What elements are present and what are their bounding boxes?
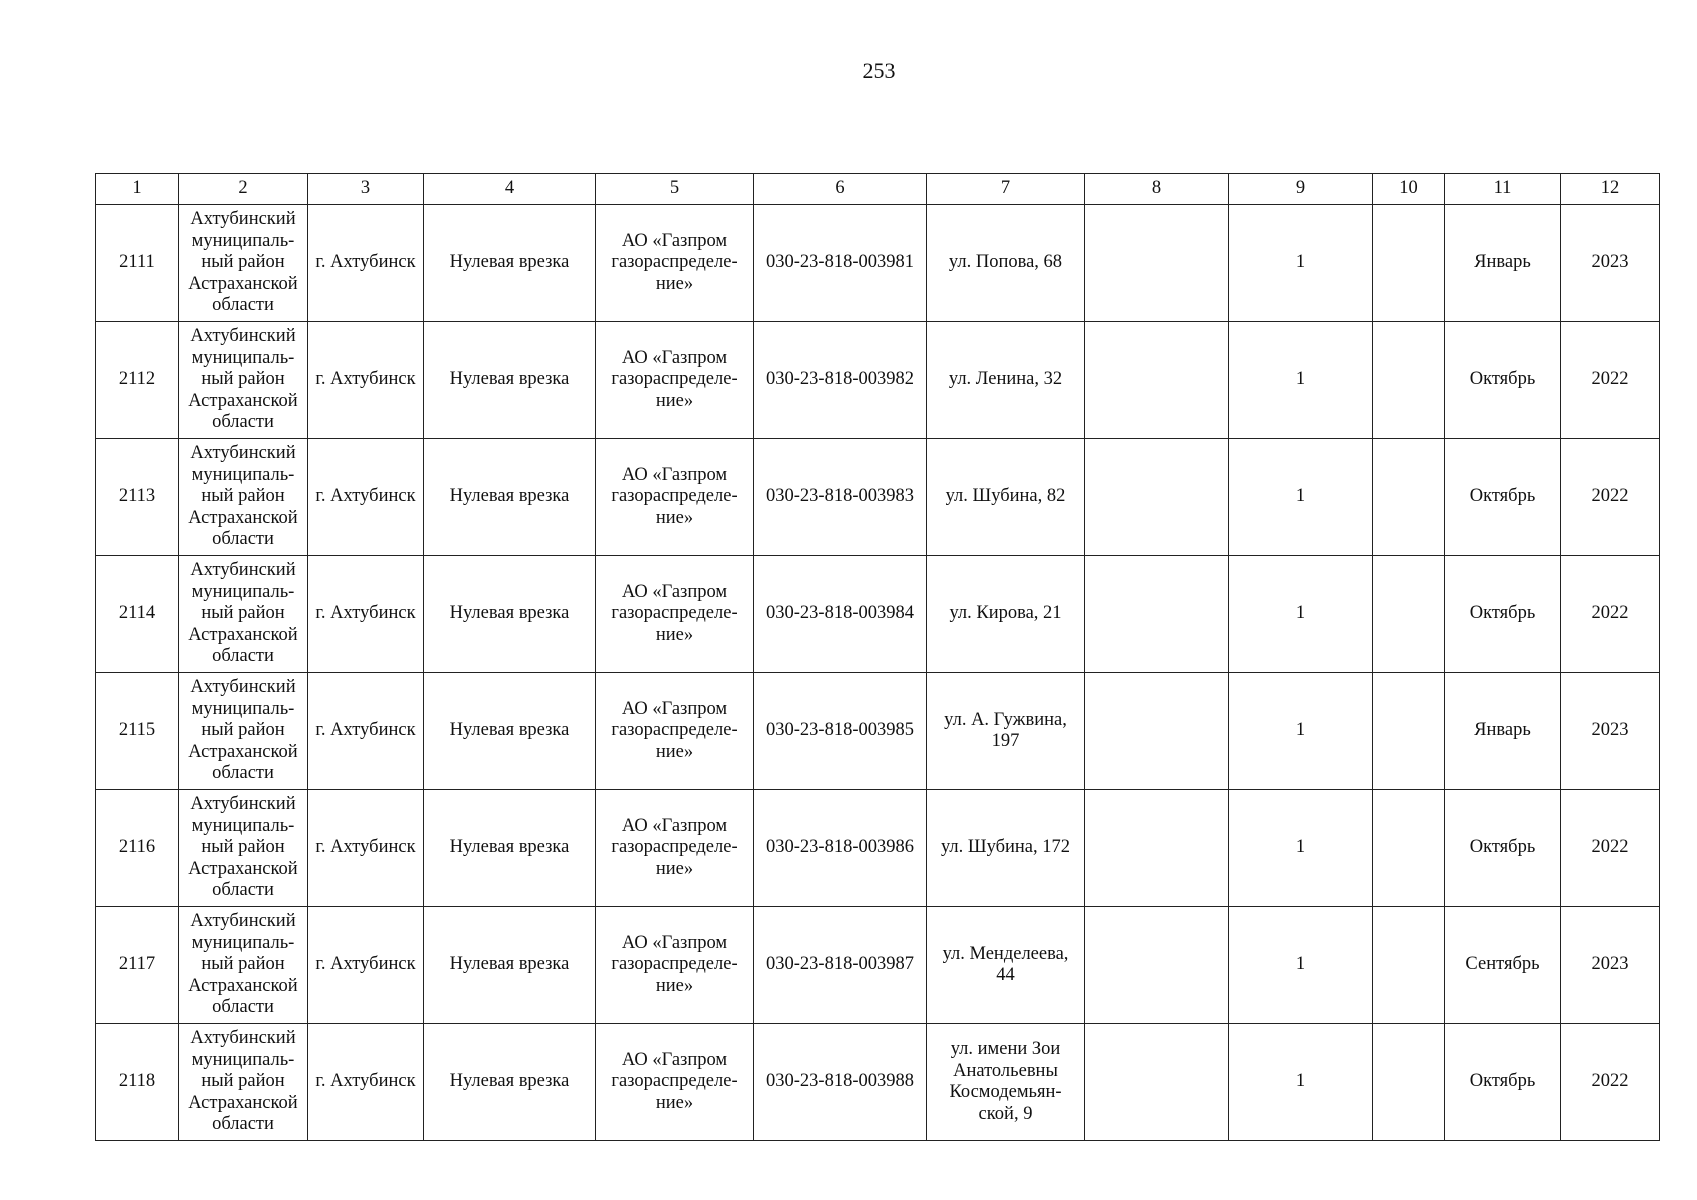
table-row (96, 673, 1660, 790)
address-cell (927, 322, 1085, 439)
address-line: ул. имени Зои (950, 1039, 1061, 1059)
row-number-cell: 2113 (96, 439, 179, 556)
district-line: Астраханской (188, 1092, 298, 1113)
organization-line: газораспределе- (611, 720, 738, 741)
connection-type-cell: Нулевая врезка (424, 673, 596, 790)
row-number-cell: 2117 (96, 907, 179, 1024)
column-10-cell (1373, 205, 1445, 322)
organization-line: ние» (655, 390, 694, 411)
district-line: муниципаль- (191, 464, 295, 485)
organization-line: газораспределе- (611, 1071, 738, 1092)
connection-type-cell: Нулевая врезка (424, 322, 596, 439)
row-number-cell: 2118 (96, 1024, 179, 1141)
district-line: муниципаль- (191, 230, 295, 251)
district-line: области (212, 412, 274, 433)
header-cell-5: 5 (596, 174, 754, 205)
month-cell: Октябрь (1445, 439, 1561, 556)
address-line: 44 (996, 965, 1015, 985)
object-code-cell: 030-23-818-003984 (754, 556, 927, 673)
year-cell: 2022 (1561, 1024, 1660, 1141)
city-cell: г. Ахтубинск (308, 439, 424, 556)
quantity-cell: 1 (1229, 673, 1373, 790)
header-cell-1: 1 (96, 174, 179, 205)
district-line: Ахтубинский (190, 209, 296, 230)
header-cell-7: 7 (927, 174, 1085, 205)
address-line: ул. Менделеева, (942, 943, 1069, 964)
city-cell: г. Ахтубинск (308, 673, 424, 790)
column-8-cell (1085, 322, 1229, 439)
object-code-cell: 030-23-818-003982 (754, 322, 927, 439)
district-line: муниципаль- (191, 347, 295, 368)
city-cell: г. Ахтубинск (308, 907, 424, 1024)
district-line: Астраханской (188, 507, 298, 528)
address-cell (927, 907, 1085, 1024)
table-row (96, 790, 1660, 907)
district-line: муниципаль- (191, 815, 295, 836)
organization-cell (596, 205, 754, 322)
organization-cell (596, 556, 754, 673)
month-cell: Октябрь (1445, 556, 1561, 673)
month-cell: Октябрь (1445, 790, 1561, 907)
organization-line: ние» (655, 975, 694, 996)
district-line: Ахтубинский (190, 794, 296, 815)
address-cell (927, 673, 1085, 790)
column-8-cell (1085, 556, 1229, 673)
address-line: ул. Кирова, 21 (949, 603, 1062, 624)
organization-line: газораспределе- (611, 369, 738, 390)
address-line: ул. Шубина, 82 (945, 486, 1066, 507)
year-cell: 2022 (1561, 556, 1660, 673)
page-number: 253 (862, 58, 896, 83)
district-line: ный район (201, 720, 285, 741)
organization-line: АО «Газпром (621, 581, 728, 602)
column-10-cell (1373, 322, 1445, 439)
organization-line: АО «Газпром (621, 932, 728, 953)
year-cell: 2023 (1561, 907, 1660, 1024)
address-line: 197 (991, 731, 1020, 751)
address-cell (927, 790, 1085, 907)
district-cell (179, 205, 308, 322)
city-cell: г. Ахтубинск (308, 205, 424, 322)
city-cell: г. Ахтубинск (308, 790, 424, 907)
district-line: Ахтубинский (190, 326, 296, 347)
address-line: ской, 9 (978, 1103, 1033, 1124)
quantity-cell: 1 (1229, 439, 1373, 556)
organization-cell (596, 673, 754, 790)
object-code-cell: 030-23-818-003988 (754, 1024, 927, 1141)
district-cell (179, 322, 308, 439)
column-8-cell (1085, 907, 1229, 1024)
organization-line: АО «Газпром (621, 464, 728, 485)
header-cell-9: 9 (1229, 174, 1373, 205)
connection-type-cell: Нулевая врезка (424, 439, 596, 556)
header-cell-6: 6 (754, 174, 927, 205)
organization-cell (596, 439, 754, 556)
district-line: ный район (201, 603, 285, 624)
organization-cell (596, 1024, 754, 1141)
object-code-cell: 030-23-818-003981 (754, 205, 927, 322)
connection-type-cell: Нулевая врезка (424, 556, 596, 673)
district-cell (179, 673, 308, 790)
organization-line: ние» (655, 1092, 694, 1113)
district-line: Астраханской (188, 624, 298, 645)
organization-cell (596, 790, 754, 907)
district-cell (179, 790, 308, 907)
address-line: ул. А. Гужвина, (944, 709, 1067, 730)
address-line: ул. Шубина, 172 (940, 837, 1070, 858)
organization-line: газораспределе- (611, 837, 738, 858)
address-cell (927, 556, 1085, 673)
district-line: Астраханской (188, 975, 298, 996)
table-row (96, 1024, 1660, 1141)
month-cell: Январь (1445, 205, 1561, 322)
city-cell: г. Ахтубинск (308, 322, 424, 439)
organization-line: газораспределе- (611, 486, 738, 507)
district-line: Ахтубинский (190, 560, 296, 581)
column-8-cell (1085, 439, 1229, 556)
column-8-cell (1085, 1024, 1229, 1141)
district-line: Ахтубинский (190, 911, 296, 932)
district-line: Астраханской (188, 741, 298, 762)
month-cell: Январь (1445, 673, 1561, 790)
district-line: ный район (201, 369, 285, 390)
month-cell: Сентябрь (1445, 907, 1561, 1024)
district-line: области (212, 646, 274, 667)
year-cell: 2022 (1561, 439, 1660, 556)
organization-line: ние» (655, 741, 694, 762)
organization-line: ние» (655, 507, 694, 528)
address-cell (927, 1024, 1085, 1141)
row-number-cell: 2111 (96, 205, 179, 322)
column-10-cell (1373, 673, 1445, 790)
organization-cell (596, 907, 754, 1024)
organization-line: ние» (655, 624, 694, 645)
organization-line: АО «Газпром (621, 1049, 728, 1070)
address-line: ул. Ленина, 32 (948, 369, 1063, 390)
connection-type-cell: Нулевая врезка (424, 790, 596, 907)
organization-line: ние» (655, 858, 694, 879)
district-line: ный район (201, 954, 285, 975)
district-line: Ахтубинский (190, 677, 296, 698)
object-code-cell: 030-23-818-003985 (754, 673, 927, 790)
organization-line: газораспределе- (611, 603, 738, 624)
header-cell-10: 10 (1373, 174, 1445, 205)
year-cell: 2023 (1561, 673, 1660, 790)
row-number-cell: 2115 (96, 673, 179, 790)
district-line: ный район (201, 486, 285, 507)
district-line: области (212, 880, 274, 901)
column-10-cell (1373, 1024, 1445, 1141)
district-line: области (212, 295, 274, 316)
year-cell: 2022 (1561, 322, 1660, 439)
connection-type-cell: Нулевая врезка (424, 1024, 596, 1141)
row-number-cell: 2114 (96, 556, 179, 673)
district-line: ный район (201, 252, 285, 273)
district-cell (179, 1024, 308, 1141)
district-cell (179, 556, 308, 673)
column-8-cell (1085, 205, 1229, 322)
district-line: муниципаль- (191, 932, 295, 953)
header-cell-3: 3 (308, 174, 424, 205)
table-body (96, 205, 1660, 1141)
district-cell (179, 439, 308, 556)
month-cell: Октябрь (1445, 1024, 1561, 1141)
header-cell-11: 11 (1445, 174, 1561, 205)
district-cell (179, 907, 308, 1024)
object-code-cell: 030-23-818-003986 (754, 790, 927, 907)
table-row (96, 439, 1660, 556)
quantity-cell: 1 (1229, 790, 1373, 907)
header-cell-8: 8 (1085, 174, 1229, 205)
address-cell (927, 439, 1085, 556)
year-cell: 2023 (1561, 205, 1660, 322)
data-table (95, 173, 1660, 1141)
quantity-cell: 1 (1229, 205, 1373, 322)
address-cell (927, 205, 1085, 322)
city-cell: г. Ахтубинск (308, 1024, 424, 1141)
connection-type-cell: Нулевая врезка (424, 205, 596, 322)
address-line: ул. Попова, 68 (948, 252, 1063, 273)
row-number-cell: 2112 (96, 322, 179, 439)
quantity-cell: 1 (1229, 907, 1373, 1024)
district-line: области (212, 763, 274, 784)
organization-line: газораспределе- (611, 252, 738, 273)
district-line: ный район (201, 837, 285, 858)
organization-line: АО «Газпром (621, 347, 728, 368)
year-cell: 2022 (1561, 790, 1660, 907)
table-row (96, 322, 1660, 439)
organization-line: ние» (655, 273, 694, 294)
district-line: области (212, 1114, 274, 1135)
organization-line: газораспределе- (611, 954, 738, 975)
quantity-cell: 1 (1229, 1024, 1373, 1141)
quantity-cell: 1 (1229, 556, 1373, 673)
city-cell: г. Ахтубинск (308, 556, 424, 673)
organization-line: АО «Газпром (621, 815, 728, 836)
district-line: Ахтубинский (190, 443, 296, 464)
header-cell-4: 4 (424, 174, 596, 205)
district-line: Астраханской (188, 390, 298, 411)
quantity-cell: 1 (1229, 322, 1373, 439)
district-line: Ахтубинский (190, 1028, 296, 1049)
object-code-cell: 030-23-818-003983 (754, 439, 927, 556)
organization-line: АО «Газпром (621, 698, 728, 719)
column-10-cell (1373, 439, 1445, 556)
connection-type-cell: Нулевая врезка (424, 907, 596, 1024)
district-line: муниципаль- (191, 698, 295, 719)
column-8-cell (1085, 673, 1229, 790)
district-line: Астраханской (188, 273, 298, 294)
district-line: ный район (201, 1071, 285, 1092)
address-line: Анатольевны (953, 1060, 1058, 1081)
month-cell: Октябрь (1445, 322, 1561, 439)
column-10-cell (1373, 556, 1445, 673)
object-code-cell: 030-23-818-003987 (754, 907, 927, 1024)
district-line: муниципаль- (191, 581, 295, 602)
column-10-cell (1373, 907, 1445, 1024)
organization-line: АО «Газпром (621, 230, 728, 251)
district-line: Астраханской (188, 858, 298, 879)
organization-cell (596, 322, 754, 439)
address-line: Космодемьян- (949, 1082, 1062, 1102)
table-row (96, 556, 1660, 673)
column-8-cell (1085, 790, 1229, 907)
header-cell-12: 12 (1561, 174, 1660, 205)
district-line: области (212, 529, 274, 550)
table-row (96, 907, 1660, 1024)
header-row (96, 174, 1660, 205)
header-cell-2: 2 (179, 174, 308, 205)
column-10-cell (1373, 790, 1445, 907)
row-number-cell: 2116 (96, 790, 179, 907)
table-row (96, 205, 1660, 322)
district-line: муниципаль- (191, 1049, 295, 1070)
district-line: области (212, 997, 274, 1018)
